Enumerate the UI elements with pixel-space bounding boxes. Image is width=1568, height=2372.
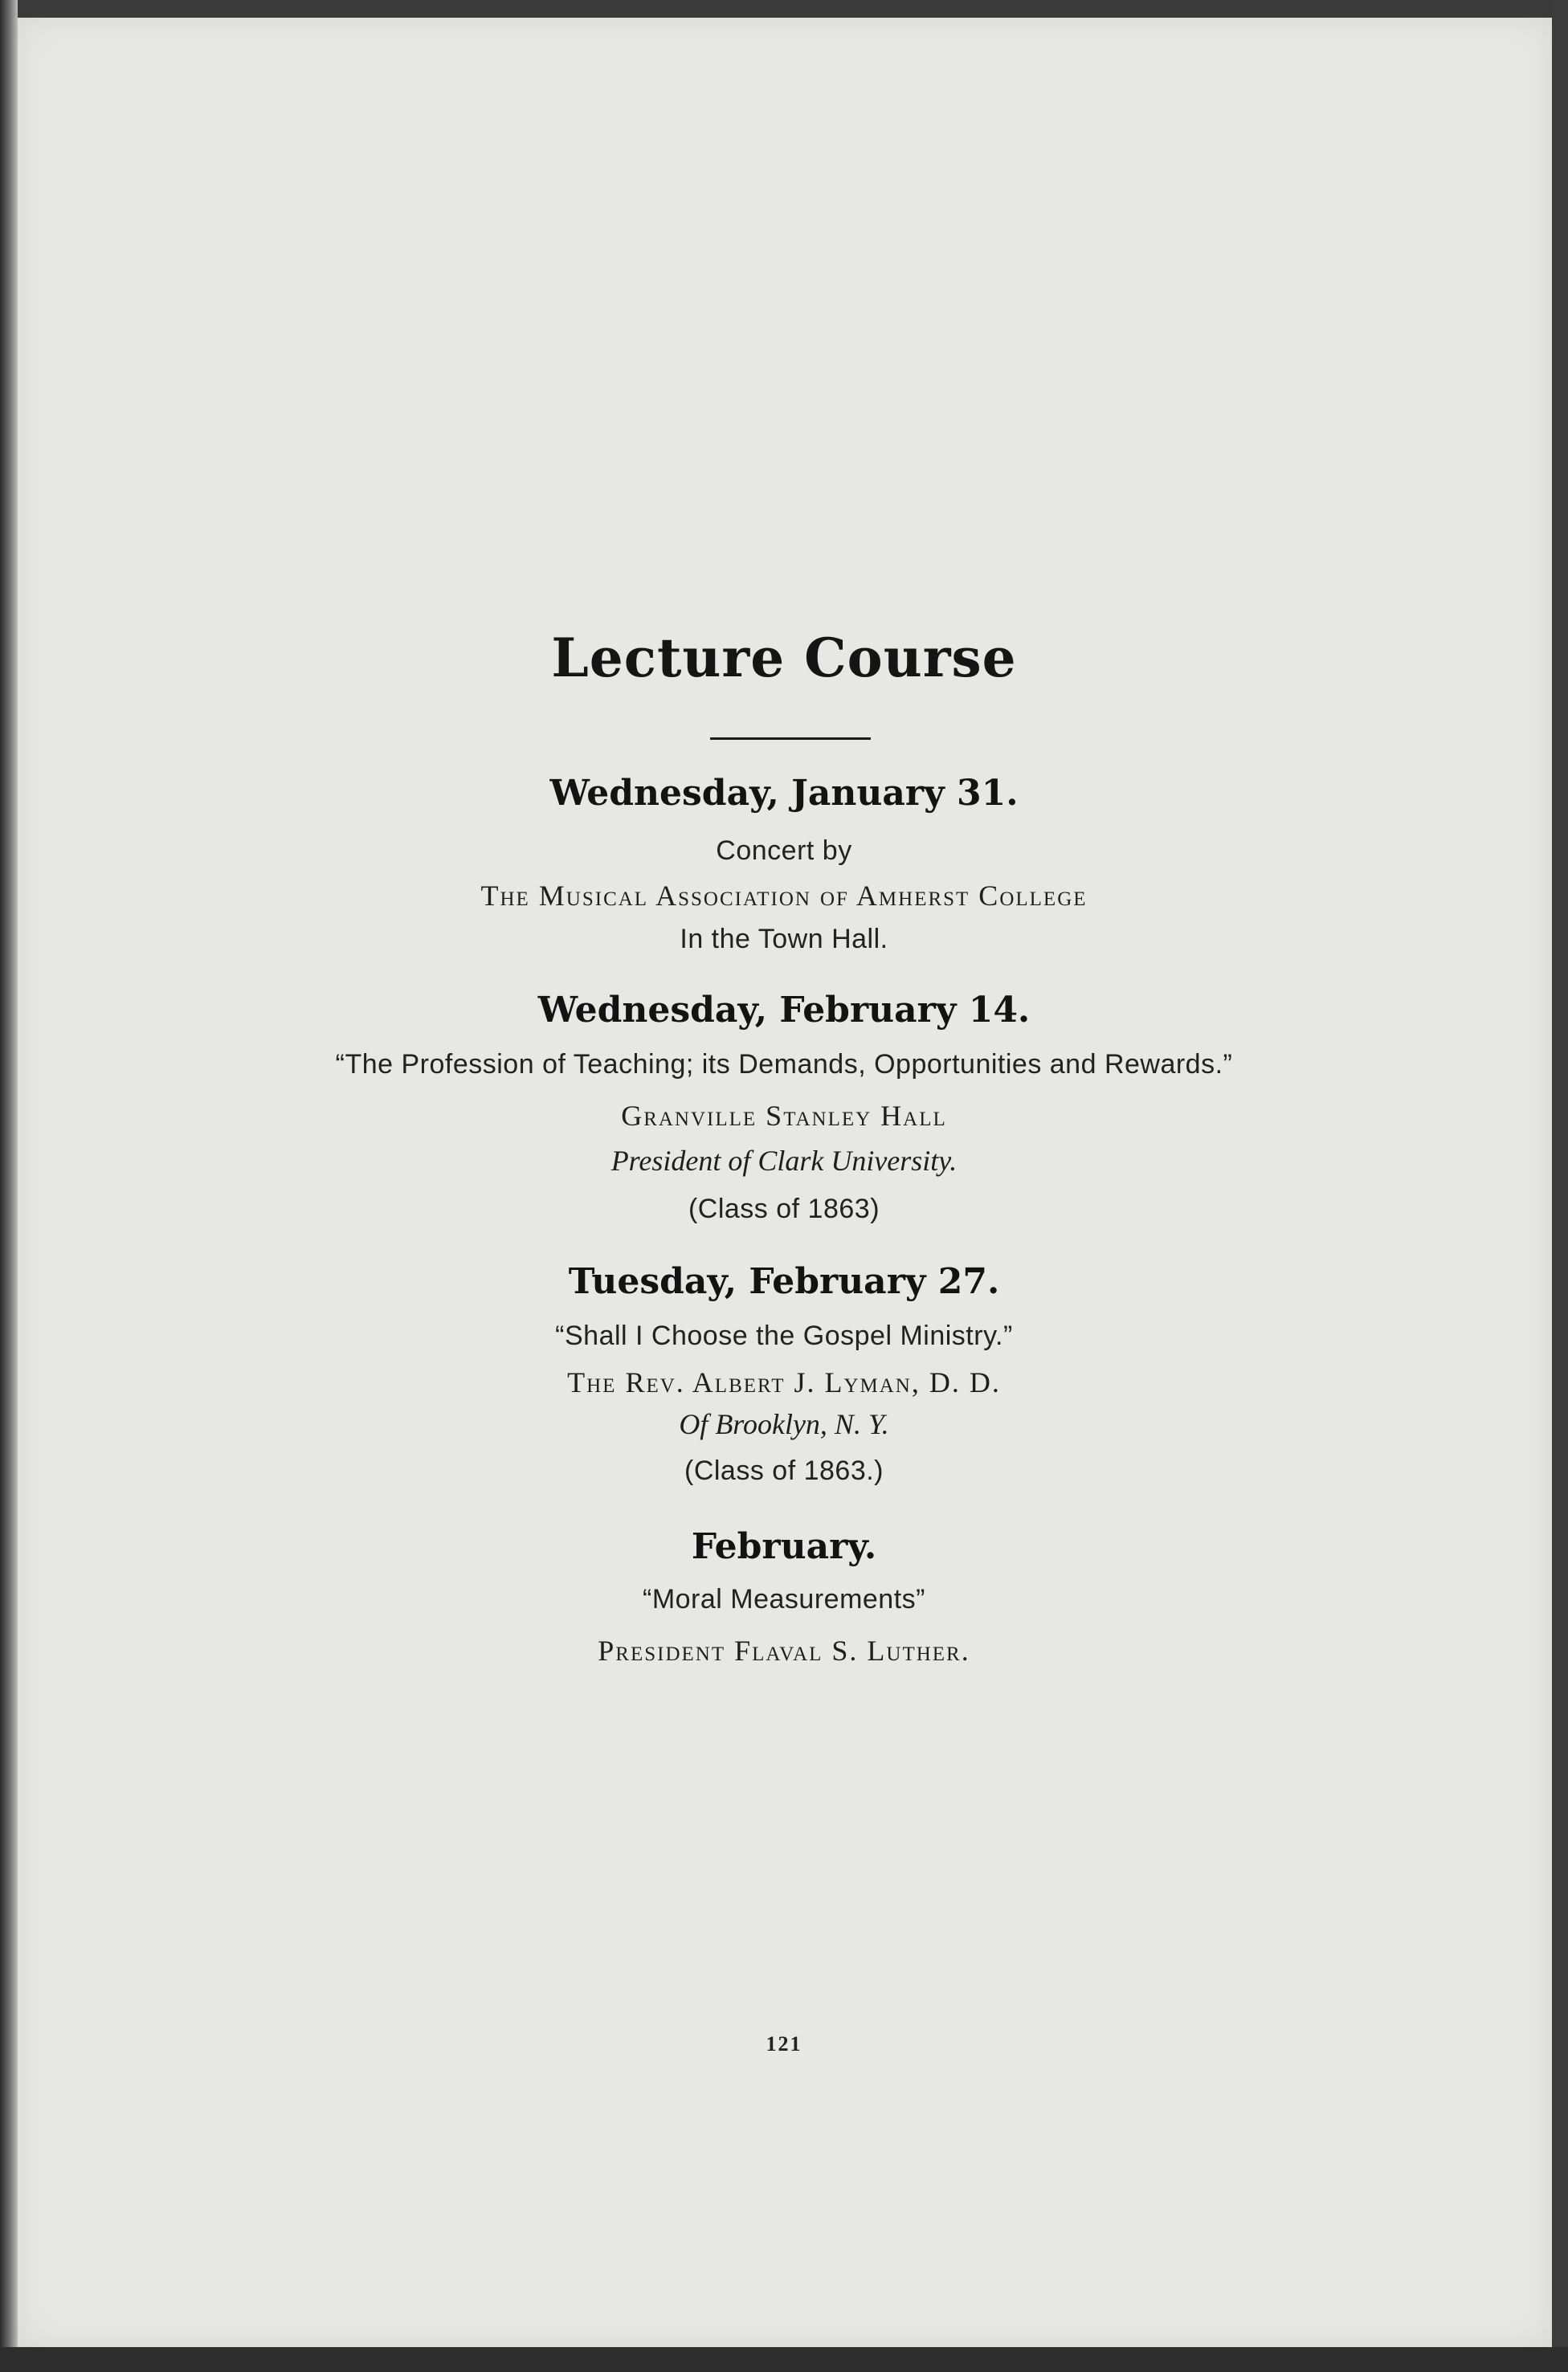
title-divider xyxy=(710,737,871,740)
event-date-heading: Wednesday, January 31. xyxy=(549,773,1019,814)
book-page xyxy=(18,18,1552,2347)
event-date-heading: Wednesday, February 14. xyxy=(537,990,1031,1031)
event-lecture-title: “Moral Measurements” xyxy=(643,1584,925,1615)
book-spine-edge xyxy=(0,0,18,2372)
event-speaker-class: (Class of 1863.) xyxy=(684,1455,884,1486)
page-number: 121 xyxy=(766,2032,802,2056)
event-location: In the Town Hall. xyxy=(680,924,888,954)
event-date-heading: February. xyxy=(691,1526,877,1567)
event-speaker: Granville Stanley Hall xyxy=(621,1100,947,1132)
event-lecture-title: “Shall I Choose the Gospel Ministry.” xyxy=(555,1321,1013,1351)
event-description: Concert by xyxy=(716,835,852,866)
event-speaker-affiliation: Of Brooklyn, N. Y. xyxy=(679,1408,889,1440)
page-right-edge xyxy=(1552,0,1568,2372)
event-date-heading: Tuesday, February 27. xyxy=(568,1261,1000,1302)
event-presenter: The Musical Association of Amherst College xyxy=(480,880,1088,912)
event-speaker: The Rev. Albert J. Lyman, D. D. xyxy=(567,1366,1001,1398)
event-speaker-affiliation: President of Clark University. xyxy=(610,1145,958,1177)
page-title: Lecture Course xyxy=(551,627,1017,689)
event-speaker: President Flaval S. Luther. xyxy=(598,1635,970,1667)
event-speaker-class: (Class of 1863) xyxy=(688,1194,880,1224)
event-lecture-title: “The Profession of Teaching; its Demands, Opportunities and Rewards.” xyxy=(335,1049,1233,1080)
page-bottom-edge xyxy=(0,2347,1568,2372)
